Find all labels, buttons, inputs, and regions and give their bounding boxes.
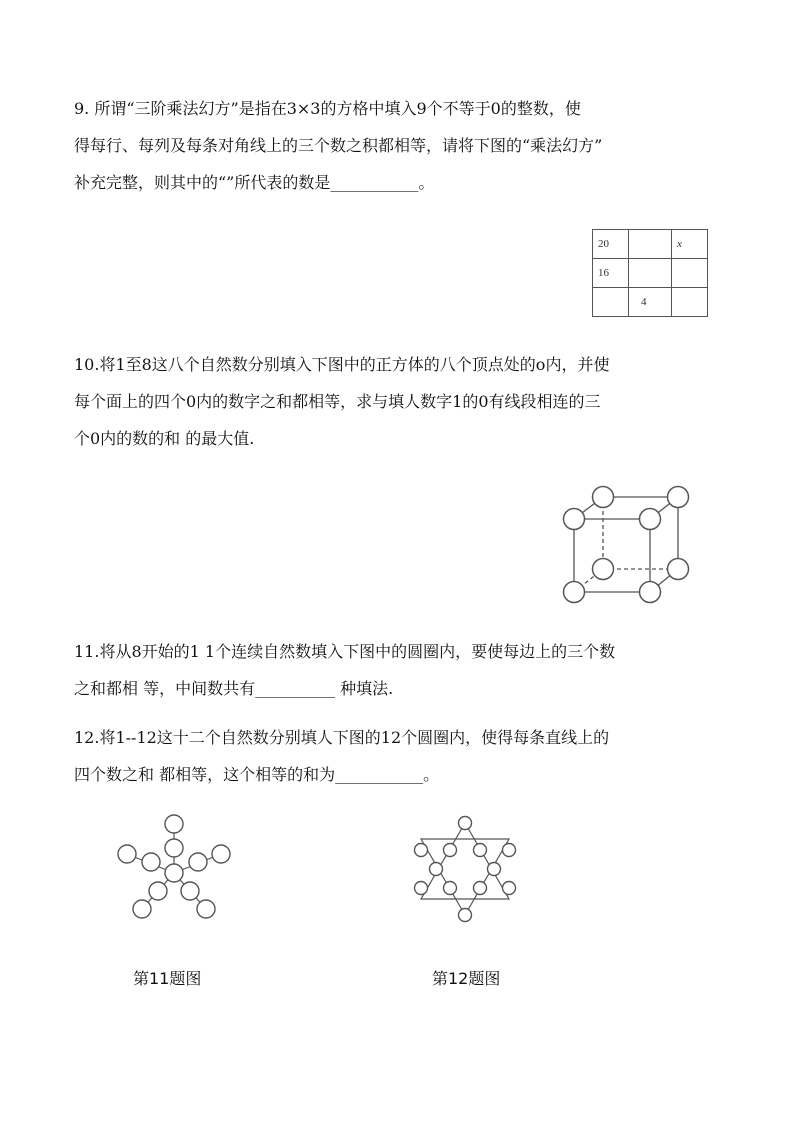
fig12-circle bbox=[444, 844, 457, 857]
fig12-circle bbox=[415, 882, 428, 895]
fig11-star-figure bbox=[112, 808, 242, 928]
magic-cell bbox=[672, 288, 708, 317]
fig12-circle bbox=[488, 863, 501, 876]
q10-line-1: 10.将1至8这八个自然数分别填入下图中的正方体的八个顶点处的o内，并使 bbox=[74, 355, 610, 374]
cube-vertex-circle bbox=[593, 487, 614, 508]
q12-line-2: 四个数之和 都相等，这个相等的和为___________。 bbox=[74, 765, 440, 784]
fig11-circle bbox=[181, 882, 199, 900]
q10-line-3: 个0内的数的和 的最大值. bbox=[74, 429, 255, 448]
magic-square-figure bbox=[592, 229, 708, 317]
cube-vertex-circle bbox=[640, 509, 661, 530]
fig11-circle bbox=[118, 845, 136, 863]
magic-cell: x bbox=[672, 230, 708, 259]
magic-cell bbox=[629, 259, 672, 288]
magic-cell: 16 bbox=[593, 259, 629, 288]
fig12-circle bbox=[474, 844, 487, 857]
cube-vertex-circle bbox=[668, 487, 689, 508]
q9-line-3: 补充完整，则其中的“”所代表的数是___________。 bbox=[74, 173, 435, 192]
q11-line-1: 11.将从8开始的1 1个连续自然数填入下图中的圆圈内，要使每边上的三个数 bbox=[74, 642, 616, 661]
q12-line-1: 12.将1--12这十二个自然数分别填人下图的12个圆圈内，使得每条直线上的 bbox=[74, 728, 610, 747]
magic-cell: 4 bbox=[629, 288, 672, 317]
q11-line-2: 之和都相 等，中间数共有__________ 种填法. bbox=[74, 679, 394, 698]
magic-cell bbox=[672, 259, 708, 288]
fig12-circle bbox=[503, 844, 516, 857]
cube-vertex-circle bbox=[668, 559, 689, 580]
magic-cell bbox=[629, 230, 672, 259]
fig11-circle bbox=[149, 882, 167, 900]
fig11-circle bbox=[197, 900, 215, 918]
fig12-circle bbox=[503, 882, 516, 895]
fig12-hexagram-figure bbox=[410, 815, 520, 927]
fig12-circle bbox=[430, 863, 443, 876]
fig11-circle bbox=[165, 839, 183, 857]
fig11-circle bbox=[133, 900, 151, 918]
cube-vertex-circle bbox=[564, 582, 585, 603]
cube-vertex-circle bbox=[640, 582, 661, 603]
fig11-circle bbox=[212, 845, 230, 863]
fig11-circle bbox=[165, 864, 183, 882]
fig11-circle bbox=[189, 853, 207, 871]
magic-square-grid bbox=[592, 229, 708, 317]
q9-line-2: 得每行、每列及每条对角线上的三个数之积都相等，请将下图的“乘法幻方” bbox=[74, 136, 603, 155]
fig11-circle bbox=[165, 815, 183, 833]
cube-vertex-circle bbox=[593, 559, 614, 580]
fig12-circle bbox=[459, 817, 472, 830]
fig12-circle bbox=[444, 882, 457, 895]
cube-figure bbox=[552, 478, 702, 608]
fig12-circle bbox=[459, 909, 472, 922]
fig12-circle bbox=[415, 844, 428, 857]
magic-cell: 20 bbox=[593, 230, 629, 259]
fig11-caption: 第11题图 bbox=[133, 969, 202, 988]
fig12-caption: 第12题图 bbox=[432, 969, 501, 988]
q9-line-1: 9. 所谓“三阶乘法幻方”是指在3×3的方格中填入9个不等于0的整数，使 bbox=[74, 99, 581, 118]
magic-cell bbox=[593, 288, 629, 317]
q10-line-2: 每个面上的四个0内的数字之和都相等，求与填人数字1的0有线段相连的三 bbox=[74, 392, 601, 411]
cube-vertex-circle bbox=[564, 509, 585, 530]
fig11-circle bbox=[142, 853, 160, 871]
fig12-circle bbox=[474, 882, 487, 895]
